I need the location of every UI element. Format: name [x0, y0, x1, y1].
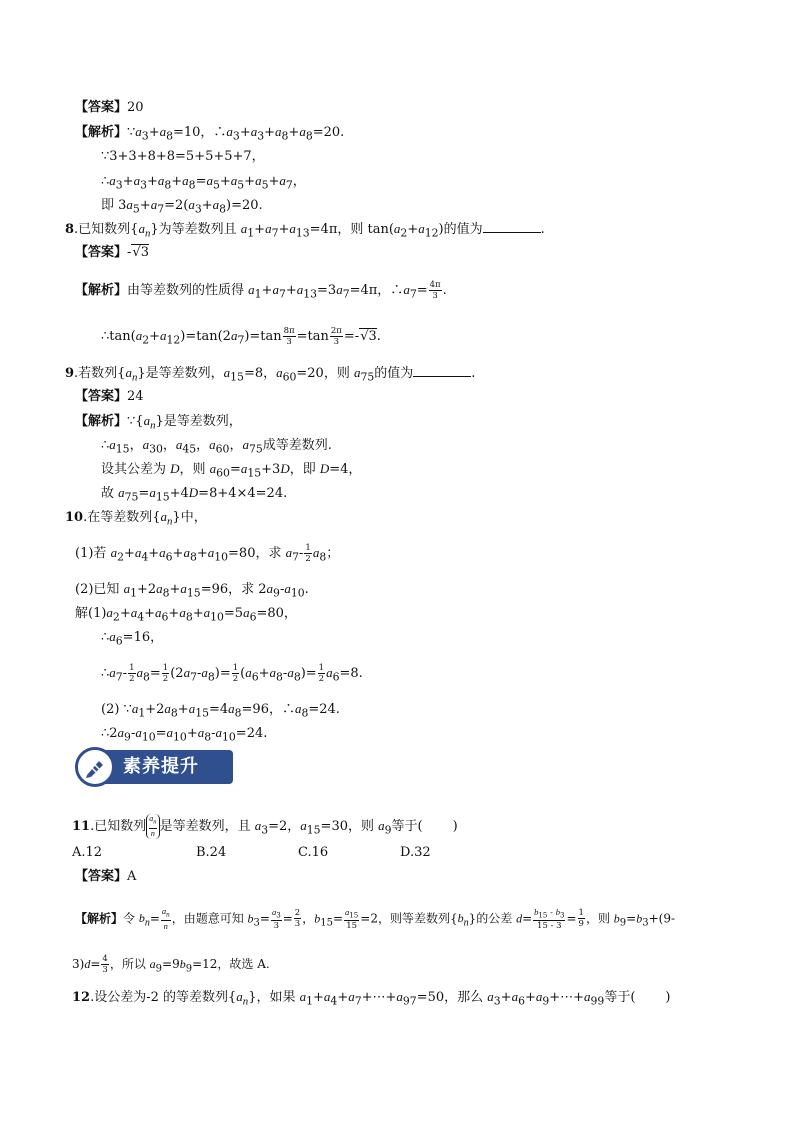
text: =80，	[256, 606, 297, 621]
q11-answer-line	[75, 868, 136, 886]
denominator: 3	[432, 291, 438, 301]
text: +(9-	[648, 911, 676, 926]
text: }为等差数列且	[150, 222, 241, 237]
text: ∴tan(	[101, 329, 136, 344]
option-c: C.16	[298, 845, 329, 860]
text: .	[376, 329, 381, 344]
q7-analysis-line-1: 【解析】$\because a_3+a_8=10$，$\therefore a_3+a_3+a_8+a_8=20$.	[75, 124, 345, 143]
text: =24.	[308, 702, 340, 717]
q9-analysis-line-1: 【解析】$\because\{a_n\}$是等差数列，	[75, 413, 242, 432]
text: .设公差为-2 的等差数列{	[90, 990, 237, 1005]
section-banner	[75, 747, 233, 787]
text: +4	[169, 486, 189, 501]
banner-title: 素养提升	[123, 756, 199, 777]
q12-stem: 12.设公差为-2 的等差数列$\{a_n\}$，如果 $a_1+a_4+a_7+\cdots+a_{97}=50$，那么 $a_3+a_6+a_9+\cdots+a_{99}$等于( )	[72, 989, 671, 1008]
answer-blank	[413, 364, 471, 377]
text: .	[540, 222, 545, 237]
analysis-label: 【解析】	[75, 125, 128, 140]
q8-analysis-line-1: 【解析】由等差数列的性质得 $a_1+a_7+a_{13}=3a_7=4\pi$，$\therefore a_7=$ $\frac{4\pi}{3}$ .	[75, 280, 447, 301]
numerator: 4π	[429, 280, 441, 290]
text: ，则	[585, 911, 614, 926]
text: .已知数列	[90, 818, 147, 834]
q10-stem: 10.在等差数列$\{a_n\}$中，	[65, 509, 207, 528]
text: ∵	[127, 125, 136, 140]
q9-analysis-line-4: 故 $a_{75}=a_{15}+4D=8+4\times 4=24$.	[101, 485, 288, 504]
text: 等于(	[391, 818, 423, 834]
question-number: 10	[65, 510, 84, 525]
sequence-fraction: $\frac{a_n}{n}$	[146, 814, 159, 839]
text: (1)若	[75, 546, 111, 561]
question-number: 11	[72, 818, 91, 834]
text: +3	[261, 462, 281, 477]
fraction	[429, 280, 442, 301]
text: (2)已知	[75, 582, 124, 597]
text: ，	[302, 911, 315, 926]
text: }是等差数列，	[137, 366, 224, 381]
text: =2，则等差数列{	[360, 911, 458, 926]
pencil-icon	[75, 747, 115, 787]
text: 故	[101, 486, 119, 501]
text: ，由题意可知	[171, 911, 248, 926]
q9-answer-line	[75, 388, 144, 406]
text: }是等差数列，	[155, 414, 242, 429]
text: ∴2	[101, 726, 118, 741]
text: =30，则	[320, 818, 379, 834]
text: .在等差数列{	[83, 510, 161, 525]
numerator: 8π	[283, 326, 295, 336]
text: ∵{	[127, 414, 144, 429]
q8-analysis-line-2: $\therefore\tan(a_2+a_{12})=\tan(2a_7)=\tan$ $\frac{8\pi}{3}$ =tan $\frac{2\pi}{3}$ =-√3.	[101, 326, 381, 347]
denominator: 3	[333, 337, 340, 347]
text: ，所以	[109, 957, 150, 971]
text: ；	[326, 546, 340, 561]
answer-label: 【答案】	[75, 100, 128, 115]
q8-stem: 8.已知数列$\{a_n\}$为等差数列且 $a_1+a_7+a_{13}=4\pi$，则 $\tan(a_2+a_{12})$的值为 .	[65, 221, 545, 240]
analysis-label: 【解析】	[75, 414, 128, 429]
text: 令	[123, 911, 139, 926]
q10-solution-line-1: 解$(1)a_2+a_4+a_6+a_8+a_{10}=5a_6=80$，	[75, 605, 297, 624]
q7-answer-line	[75, 99, 144, 117]
radicand: 3	[368, 329, 377, 344]
q10-part-1: (1)若 $a_2+a_4+a_6+a_8+a_{10}=80$，求 $a_7-$ $\frac{1}{2}$ $a_8$；	[75, 543, 340, 564]
text: (2) ∵	[101, 702, 132, 717]
q7-analysis-line-3: $\therefore a_3+a_3+a_8+a_8=a_5+a_5+a_5+a_7$，	[101, 173, 306, 192]
answer-value: -	[127, 245, 132, 260]
question-number: 8	[65, 222, 75, 237]
text: =16，	[122, 630, 164, 645]
text: )的值为	[438, 222, 483, 237]
q11-analysis-line-2: 3)d= $\frac{4}{3}$ ，所以 $a_9=9b_9=12$，故选 A.	[72, 954, 270, 975]
q11-analysis-line-1: 【解析】令 $b_n=$ $\frac{a_n}{n}$ ，由题意可知 $b_3=$ $\frac{a_3}{3}$ = $\frac{2}{3}$ ，$b_{15}=$ $\frac{a_{15}}{15}$ =2，则等差数列$\{b_n\}$的公差 d= $\frac{b_{15} - b_3}{15 - 3}$ = $\frac{1}{9}$ ，则 $b_9=b_3+(9-$	[75, 906, 676, 932]
text: .	[471, 366, 476, 381]
q10-part-2: (2)已知 $a_1+2a_8+a_{15}=96$，求 $2a_9-a_{10}$.	[75, 581, 309, 600]
text: ∴	[101, 438, 110, 453]
text: .	[304, 582, 309, 597]
text: ∴	[101, 174, 110, 189]
text: =50，那么	[416, 990, 488, 1005]
q10-solution-line-3: $\therefore a_7-$ $\frac{1}{2}$ $a_8=$ $\frac{1}{2}$ $(2a_7-a_8)=$ $\frac{1}{2}$ $(a_6+a_8-a_8)=$ $\frac{1}{2}$ $a_6=8$.	[101, 663, 363, 684]
text: =96，求 2	[200, 582, 267, 597]
fraction	[283, 326, 296, 347]
text: =8，	[243, 366, 277, 381]
numerator: 2π	[330, 326, 342, 336]
q11-stem: 11.已知数列 $\frac{a_n}{n}$ 是等差数列，且 $a_3=2$，$a_{15}=30$，则 $a_9$等于( )	[72, 814, 458, 838]
text: ，则	[179, 462, 210, 477]
text: 是等差数列，且	[159, 818, 255, 834]
q10-solution-line-2: $\therefore a_6=16$，	[101, 629, 164, 648]
text: )=tan(2	[180, 329, 231, 344]
text: =20，则	[296, 366, 354, 381]
text: }，如果	[248, 990, 300, 1005]
text: )	[665, 990, 671, 1005]
text: ，即	[289, 462, 320, 477]
text: 即 3	[101, 198, 127, 213]
text: 等于(	[604, 990, 636, 1005]
fraction	[330, 326, 343, 347]
fraction-one-half: $\frac{1}{2}$	[305, 543, 311, 564]
q10-solution-line-4: (2) $\because a_1+2a_8+a_{15}=4a_8=96$，$\therefore a_8=24$.	[101, 701, 340, 720]
text: =5	[223, 606, 244, 621]
text: =12，故选 A.	[192, 957, 270, 971]
question-number: 12	[72, 990, 91, 1005]
text: =80，求	[228, 546, 286, 561]
text: =96，∴	[241, 702, 295, 717]
answer-label: 【答案】	[75, 245, 128, 260]
text: =8+4×4=24.	[198, 486, 288, 501]
analysis-label: 【解析】	[75, 283, 128, 298]
text: 设其公差为	[101, 462, 171, 477]
text: }的公差	[468, 911, 517, 926]
text: 成等差数列.	[262, 438, 332, 453]
q9-analysis-line-3: 设其公差为 D，则 $a_{60}=a_{15}+3D$，即 D=4，	[101, 461, 362, 480]
option-a: A.12	[72, 845, 103, 860]
text: )	[452, 818, 458, 834]
q10-solution-line-5: $\therefore 2a_9-a_{10}=a_{10}+a_8-a_{10}=24$.	[101, 725, 268, 744]
text: =24.	[235, 726, 268, 741]
text: =2，	[268, 818, 301, 834]
answer-value: 24	[127, 389, 144, 404]
text: )=tan	[244, 329, 282, 344]
text: =4，	[329, 462, 362, 477]
answer-value: A	[127, 869, 137, 884]
q9-analysis-line-2: $\therefore a_{15}$，$a_{30}$，$a_{45}$，$a_{60}$，$a_{75}$成等差数列.	[101, 437, 332, 456]
text: =tan	[296, 329, 329, 344]
text: }中，	[172, 510, 207, 525]
radicand: 3	[140, 245, 149, 260]
text: .若数列{	[74, 366, 126, 381]
q8-answer-line	[75, 244, 149, 262]
sqrt-symbol: √3	[360, 329, 377, 344]
text: 的值为	[374, 366, 414, 381]
text: =-	[343, 329, 360, 344]
answer-label: 【答案】	[75, 389, 128, 404]
text: .已知数列{	[74, 222, 139, 237]
answer-label: 【答案】	[75, 869, 128, 884]
analysis-label: 【解析】	[75, 911, 124, 926]
text: =	[229, 462, 241, 477]
option-d: D.32	[400, 845, 431, 860]
q7-analysis-line-2: ∵3+3+8+8=5+5+5+7，	[101, 149, 265, 164]
answer-value: 20	[127, 100, 144, 115]
text: 解(1)	[75, 606, 107, 621]
question-number: 9	[65, 366, 75, 381]
text: =	[138, 486, 150, 501]
q7-analysis-line-4: 即 $3a_5+a_7=2(a_3+a_8)=20$.	[101, 197, 263, 216]
text: 由等差数列的性质得	[127, 283, 249, 298]
text: =4π，则 tan(	[309, 222, 394, 237]
text: =20.	[312, 125, 345, 140]
text: 3)	[72, 957, 85, 971]
answer-blank	[483, 220, 541, 233]
text: =8.	[339, 666, 363, 681]
sqrt-symbol: √3	[132, 245, 149, 260]
denominator: 3	[286, 337, 292, 347]
option-b: B.24	[196, 845, 227, 860]
text: =9	[162, 957, 180, 971]
q9-stem: 9.若数列$\{a_n\}$是等差数列，$a_{15}=8$，$a_{60}=20$，则 $a_{75}$的值为 .	[65, 365, 476, 384]
